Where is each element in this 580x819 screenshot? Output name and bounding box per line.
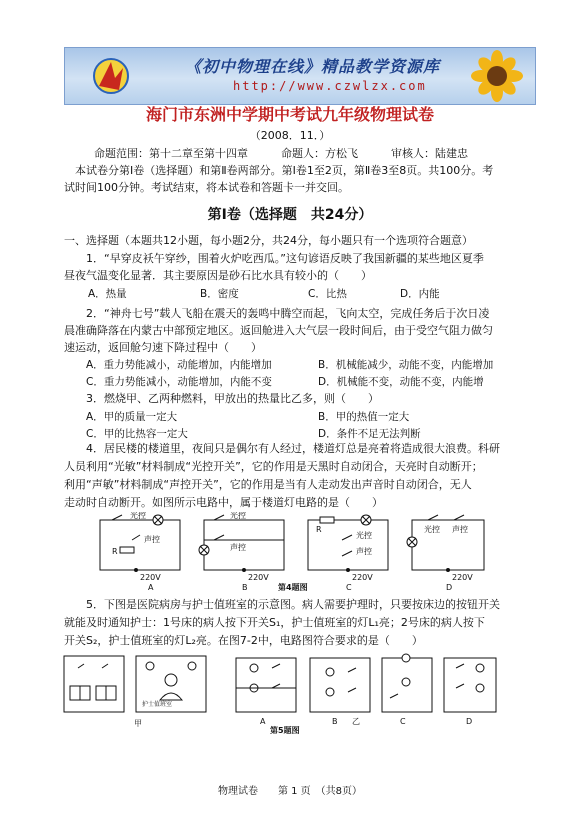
q4-c-label-sound: 声控 xyxy=(356,547,372,556)
q4-circuit-d xyxy=(407,515,484,570)
q2-line-3: 速运动，返回舱匀速下降过程中（ ） xyxy=(64,341,262,354)
q2-line-1: 2．“神舟七号”载人飞船在震天的轰鸣中腾空而起，飞向太空，完成任务后于次日凌 xyxy=(86,307,490,320)
q5-circuit-figure xyxy=(60,652,500,734)
q4-line-2: 人员利用“光敏”材料制成“光控开关”，它的作用是天黑时自动闭合，天亮时自动断开； xyxy=(64,460,483,473)
q4-circuit-c xyxy=(308,515,388,570)
q5-line-1: 5．下图是医院病房与护士值班室的示意图。病人需要护理时，只要按床边的按钮开关 xyxy=(86,598,500,611)
q5-line-2: 就能及时通知护士：1号床的病人按下开关S₁，护士值班室的灯L₁亮；2号床的病人按下 xyxy=(64,616,485,629)
q4-a-label-r: R xyxy=(112,547,118,556)
q4-b-label-light: 光控 xyxy=(230,512,246,520)
q1-option-d: D．内能 xyxy=(400,288,440,300)
q4-c-label-r: R xyxy=(316,525,322,534)
q3-option-a: A．甲的质量一定大 xyxy=(86,411,178,423)
q4-d-label-sound: 声控 xyxy=(452,525,468,534)
q1-line-1: 1．“早穿皮袄午穿纱，围着火炉吃西瓜。”这句谚语反映了我国新疆的某些地区夏季 xyxy=(86,252,484,265)
q4-c-voltage: 220V xyxy=(352,573,373,582)
q4-circuit-a xyxy=(100,515,180,570)
q2-line-2: 晨准确降落在内蒙古中部预定地区。返回舱进入大气层一段时间后，由于受空气阻力做匀 xyxy=(64,324,493,337)
q1-option-a: A．热量 xyxy=(88,288,127,300)
q2-option-c: C．重力势能减小，动能增加，内能不变 xyxy=(86,376,272,388)
banner-title: 《初中物理在线》精品教学资源库 xyxy=(185,57,441,76)
q4-line-4: 走动时自动断开。如图所示电路中，属于楼道灯电路的是（ ） xyxy=(64,496,383,509)
q5-yi-label: 乙 xyxy=(352,717,360,726)
page-footer: 物理试卷 第 1 页 （共8页） xyxy=(217,786,363,797)
intro-line-1: 本试卷分第Ⅰ卷（选择题）和第Ⅱ卷两部分。第Ⅰ卷1至2页，第Ⅱ卷3至8页。共100分。考 xyxy=(64,164,494,177)
q5-circuit-a xyxy=(236,658,296,712)
page-title: 海门市东洲中学期中考试九年级物理试卷 xyxy=(145,105,434,124)
sunflower-icon xyxy=(465,50,529,102)
q4-line-3: 利用“声敏”材料制成“声控开关”，它的作用是当有人走动发出声音时自动闭合，无人 xyxy=(64,478,472,491)
q4-d-label-light: 光控 xyxy=(424,525,440,534)
q5-nurse-room-label: 护士值班室 xyxy=(142,701,173,708)
banner-url: http://www.czwlzx.com xyxy=(233,79,427,93)
section-instruction: 一、选择题（本题共12小题，每小题2分，共24分，每小题只有一个选项符合题意） xyxy=(64,234,473,247)
q2-option-d: D．机械能不变，动能不变，内能增 xyxy=(318,376,484,388)
exam-meta: 命题范围：第十二章至第十四章 命题人：方松飞 审核人：陆建忠 xyxy=(94,147,468,160)
q4-d-voltage: 220V xyxy=(452,573,473,582)
q4-circuit-figure xyxy=(92,512,492,592)
q4-a-voltage: 220V xyxy=(140,573,161,582)
q2-option-a: A．重力势能减小，动能增加，内能增加 xyxy=(86,359,272,371)
q3-option-c: C．甲的比热容一定大 xyxy=(86,428,188,440)
q1-option-c: C．比热 xyxy=(308,288,347,300)
q5-circuit-c xyxy=(382,654,432,712)
q5-a-letter: A xyxy=(260,717,266,726)
q1-line-2: 昼夜气温变化显著．其主要原因是砂石比水具有较小的（ ） xyxy=(64,269,372,282)
q5-circuit-b xyxy=(310,658,370,712)
q5-circuit-d xyxy=(444,658,496,712)
q5-d-letter: D xyxy=(466,717,473,726)
q5-jia-label: 甲 xyxy=(134,719,142,728)
q4-b-label-sound: 声控 xyxy=(230,543,246,552)
q5-b-letter: B xyxy=(332,717,338,726)
q4-a-letter: A xyxy=(148,583,154,592)
q4-figure-caption: 第4题图 xyxy=(278,583,308,592)
q3-option-b: B．甲的热值一定大 xyxy=(318,411,410,423)
site-logo-icon xyxy=(91,56,131,96)
q4-b-letter: B xyxy=(242,583,248,592)
exam-date: （2008．11．） xyxy=(249,129,331,142)
q5-c-letter: C xyxy=(400,717,406,726)
section-title: 第Ⅰ卷（选择题 共24分） xyxy=(207,207,373,223)
q1-option-b: B．密度 xyxy=(200,288,239,300)
q4-d-letter: D xyxy=(446,583,453,592)
q3-line-1: 3．燃烧甲、乙两种燃料，甲放出的热量比乙多，则（ ） xyxy=(86,392,379,405)
q5-figure-caption: 第5题图 xyxy=(270,726,300,734)
q5-ward-diagram xyxy=(64,656,206,712)
q4-a-label-light: 光控 xyxy=(130,512,146,520)
q2-option-b: B．机械能减少，动能不变，内能增加 xyxy=(318,359,494,371)
q4-b-voltage: 220V xyxy=(248,573,269,582)
q4-a-label-sound: 声控 xyxy=(144,535,160,544)
q4-line-1: 4．居民楼的楼道里，夜间只是偶尔有人经过，楼道灯总是亮着将造成很大浪费。科研 xyxy=(86,442,500,455)
q5-line-3: 开关S₂，护士值班室的灯L₂亮。在图7-2中，电路图符合要求的是（ ） xyxy=(64,634,423,647)
q4-c-letter: C xyxy=(346,583,352,592)
header-banner xyxy=(64,47,536,105)
intro-line-2: 试时间100分钟。考试结束，将本试卷和答题卡一并交回。 xyxy=(64,181,349,194)
q3-option-d: D．条件不足无法判断 xyxy=(318,428,421,440)
q4-c-label-light: 光控 xyxy=(356,531,372,540)
